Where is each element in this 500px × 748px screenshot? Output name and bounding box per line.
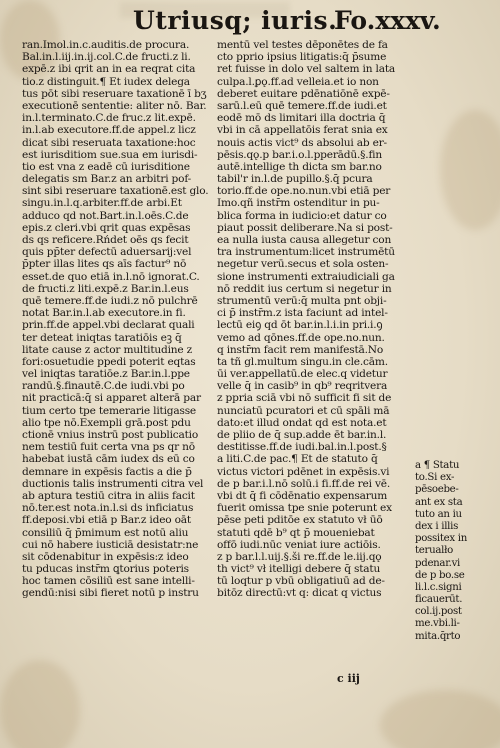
text-line: nem testiū fuit certa vna ps qr nō	[22, 441, 195, 454]
text-line: est iurisditiom sue.sua em iurisdi-	[22, 148, 198, 161]
text-line: hoc tamen cōsiliū est sane intelli-	[22, 575, 195, 588]
text-line: vbi in cā appellatōis ferat snia ex	[217, 124, 388, 137]
text-line: mita.q̄rto	[415, 630, 461, 642]
text-line: litate cause z actor multitudine z	[22, 343, 193, 356]
text-line: pdenar.vi	[415, 557, 461, 569]
text-line: tabil'r in.l.de pupillo.§.q̄ pcura	[217, 173, 373, 186]
text-line: quē temere.ff.de iudi.z nō pulchrē	[22, 294, 198, 307]
text-line: ea nulla iusta causa allegetur con	[217, 234, 392, 246]
text-line: executionē sententie: aliter nō. Bar.	[22, 99, 207, 112]
text-line: vel iniqtas taratiōe.z Bar.in.l.ppe	[22, 368, 190, 381]
text-line: th̄ vict⁹ vł itelligi debere q̄ statu	[217, 563, 381, 576]
text-line: z ppria sciā vbi nō sufficit fi sit de	[217, 392, 392, 405]
text-line: tu pducas instr̄m ꝗtorius poteris	[22, 563, 189, 576]
text-line: esset.de quo etiā in.l.nō ignorat.C.	[22, 270, 200, 283]
text-line: vbi dt q̄ fi cōdēnatio expensarum	[217, 489, 388, 502]
text-line: possitex in	[415, 533, 467, 545]
text-line: statuti qdē b⁹ qt p̄ moueniebat	[217, 526, 375, 539]
text-line: habebat iustā cām iudex ds eū co	[22, 453, 195, 466]
text-line: de fructi.z liti.expē.z Bar.in.l.eus	[22, 282, 189, 295]
text-line: expē.z ibi qrit an in ea reqrat̄ cita	[22, 63, 196, 76]
text-line: lectū eiꝯ qd ōt bar.in.l.i.in pri.i.ꝯ	[217, 319, 383, 332]
text-line: negetur verū.secus et sola osten-	[217, 258, 389, 271]
text-line: tū loqtur p vbū obligatiuū ad de-	[217, 575, 385, 588]
text-line: me.vbi.li-	[415, 618, 460, 630]
text-line: dicat sibi reseruata taxatione:hoc	[22, 136, 196, 149]
text-line: ds qs reficere.Rńdet oēs qs fecit	[22, 234, 189, 246]
text-line: sarū.l.eū quē temere.ff.de iudi.et	[217, 99, 387, 112]
text-line: col.ij.post	[415, 606, 462, 618]
text-column-middle	[217, 39, 415, 600]
text-line: sint sibi reseruare taxationē.est glo.	[22, 185, 209, 198]
text-line: q instr̄m facit rem manifestā.No	[217, 343, 384, 356]
text-line: dato:et illud ondat qd est nota.et	[217, 416, 387, 429]
text-line: delegatis sm Bar.z an arbitri pof-	[22, 173, 192, 186]
text-line: offō iudi.nūc veniat iure actiōis.	[217, 538, 381, 551]
text-line: prin.ff.de appel.vbi declarat quali	[22, 319, 195, 332]
text-line: fuerit omissa tpe snie poterunt ex	[217, 502, 392, 515]
text-line: deberet euitare pdēnatiōnē expē-	[217, 87, 390, 100]
text-line: nit practicā:q̄ si apparet alterā par	[22, 392, 201, 405]
text-line: in.l.terminato.C.de fruc.z lit.expē.	[22, 112, 196, 125]
signature-mark: c iij	[337, 672, 360, 685]
text-line: cto pprio ipsius litigatis:q̄ p̄sume	[217, 51, 387, 64]
text-line: velle q̄ in casib⁹ in qb⁹ reqritvera	[217, 380, 388, 393]
text-line: gendū:nisi sibi fieret notū p instru	[22, 587, 199, 600]
text-line: Imo.qñ instr̄m ostenditur in pu-	[217, 197, 380, 210]
page-stain	[440, 110, 500, 230]
text-line: de p bo.se	[415, 569, 465, 581]
text-line: autē.intellige th̄ dicta sm bar.no	[217, 160, 382, 173]
text-line: tio est vna z eadē cū iurisditione	[22, 160, 190, 173]
text-line: strumentū verū:q̄ multa pnt obji-	[217, 294, 387, 307]
text-line: sit cōdenabitur in expēsis:z ideo	[22, 550, 189, 563]
text-line: fori:osuetudie ppedi poterit eqtas	[22, 355, 196, 368]
text-line: Bal.in.l.iij.in.ij.col.C.de fructi.z li.	[22, 51, 191, 64]
text-line: p̄pter illas lites qs aīs factur⁹ nō	[22, 258, 187, 271]
text-line: pēsoebe-	[415, 484, 459, 496]
text-line: tuto an iu	[415, 508, 462, 520]
folio-number: Fo.xxxv.	[334, 6, 441, 35]
running-head-title: Utriusq; iuris.	[133, 6, 338, 35]
text-line: piaut possit deliberare.Na si post-	[217, 221, 393, 234]
page-stain	[380, 690, 500, 748]
text-line: nō.ter.est nota.in.l.si ds inficiatus	[22, 502, 194, 515]
text-line: alio tpe nō.Exempli grā.post pdu	[22, 416, 191, 429]
text-line: a ¶ Statu	[415, 460, 460, 471]
text-line: epis.z cleri.vbi qrit quas expēsas	[22, 221, 191, 234]
text-line: ctionē vnius instrū post publicatio	[22, 429, 199, 441]
text-line: nō reddit ius certum si negetur in	[217, 282, 392, 295]
text-line: torio.ff.de ope.no.nun.vbi etiā per	[217, 185, 391, 198]
text-line: to.Si ex-	[415, 472, 455, 484]
text-line: z p bar.l.l.uij.§.ši re.ff.de le.iij.qǫ	[217, 550, 382, 563]
text-line: dex i illis	[415, 520, 458, 532]
text-line: tus pōt sibi reseruare taxationē ī bʒ	[22, 87, 207, 100]
text-line: tium certo tpe temerarie litigasse	[22, 404, 196, 417]
text-line: ant ex sta	[415, 496, 463, 508]
text-line: culpa.l.ꝑǫ.ff.ad velleia.et io non	[217, 75, 379, 88]
text-line: mentū vel testes dēponētes de fa	[217, 39, 388, 51]
text-line: ūi ver.appellatū.de elec.q videtur	[217, 368, 388, 381]
text-line: pēse peti pditōe ex statuto vł ūō	[217, 514, 383, 527]
text-line: bitōz directū:vt q: dicat q victus	[217, 587, 382, 600]
text-line: ta tñ gl.multum singu.in cle.cām.	[217, 355, 388, 368]
text-line: singu.in.l.q.arbiter.ff.de arbi.Et	[22, 197, 182, 210]
text-line: eodē mō ds limitari illa doctria q̄	[217, 112, 386, 125]
text-line: destitisse.ff.de iudi.bal.in.l.post.§	[217, 441, 387, 454]
text-line: vemo ad qōnes.ff.de ope.no.nun.	[217, 331, 385, 344]
text-line: tio.z distinguit.¶ Et iudex delega	[22, 75, 190, 88]
text-line: demnare in expēsis factis a die p̄	[22, 465, 192, 478]
text-line: pēsis.qǫ.p bar.i.o.l.pperādū.§.fin	[217, 148, 382, 161]
text-line: notat Bar.in.l.ab executore.in fi.	[22, 307, 186, 320]
text-line: de pliio de q̄ sup.adde ēt bar.in.l.	[217, 429, 387, 441]
text-line: quis pp̄ter defectū aduersarij:vel	[22, 246, 192, 259]
marginal-note	[415, 460, 495, 643]
text-line: ficauerūt.	[415, 594, 463, 606]
text-line: li.l.c.signi	[415, 581, 462, 593]
text-line: adduco qd not.Bart.in.l.oēs.C.de	[22, 209, 189, 222]
text-line: ductionis talis instrumenti citra vel	[22, 477, 204, 490]
text-line: ci p̄ instr̄m.z ista faciunt ad intel-	[217, 307, 388, 320]
text-line: blica forma in iudicio:et datur co	[217, 209, 387, 222]
text-line: cui nō habere iusticiā desistatr:ne	[22, 538, 199, 551]
text-line: randū.§.finautē.C.de iudi.vbi po	[22, 380, 185, 393]
text-line: nunciatū pcuratori et cū spāli mā	[217, 404, 390, 417]
text-line: ran.Imol.in.c.auditis.de procura.	[22, 39, 190, 51]
text-line: victus victori pdēnet in expēsis.vi	[217, 465, 390, 478]
text-line: ab aptura testiū citra in aliis facit	[22, 489, 195, 502]
text-line: ter deteat iniqtas taratiōis eꝫ q̄	[22, 331, 182, 344]
text-line: ff.deposi.vbi etiā p Bar.z ideo oāt	[22, 514, 191, 527]
text-line: nouis actis vict⁹ ds absolui ab er-	[217, 136, 387, 149]
text-line: consiliū q̄ p̄mimum est notū aliu	[22, 526, 189, 539]
text-line: a liti.C.de pac.¶ Et de statuto q̄	[217, 453, 378, 466]
text-column-left	[22, 39, 218, 600]
text-line: sione instrumenti extraiudiciali ga	[217, 270, 395, 283]
text-line: de p bar.i.l.nō solū.i fi.ff.de rei vē.	[217, 477, 390, 490]
page-stain	[0, 660, 80, 748]
text-line: ret fuisse in dolo vel saltem in lata	[217, 63, 396, 76]
text-line: in.l.ab executore.ff.de appel.z licz	[22, 124, 196, 137]
text-line: tra instrumentum:licet instrumētū	[217, 246, 395, 259]
text-line: terualło	[415, 545, 453, 557]
